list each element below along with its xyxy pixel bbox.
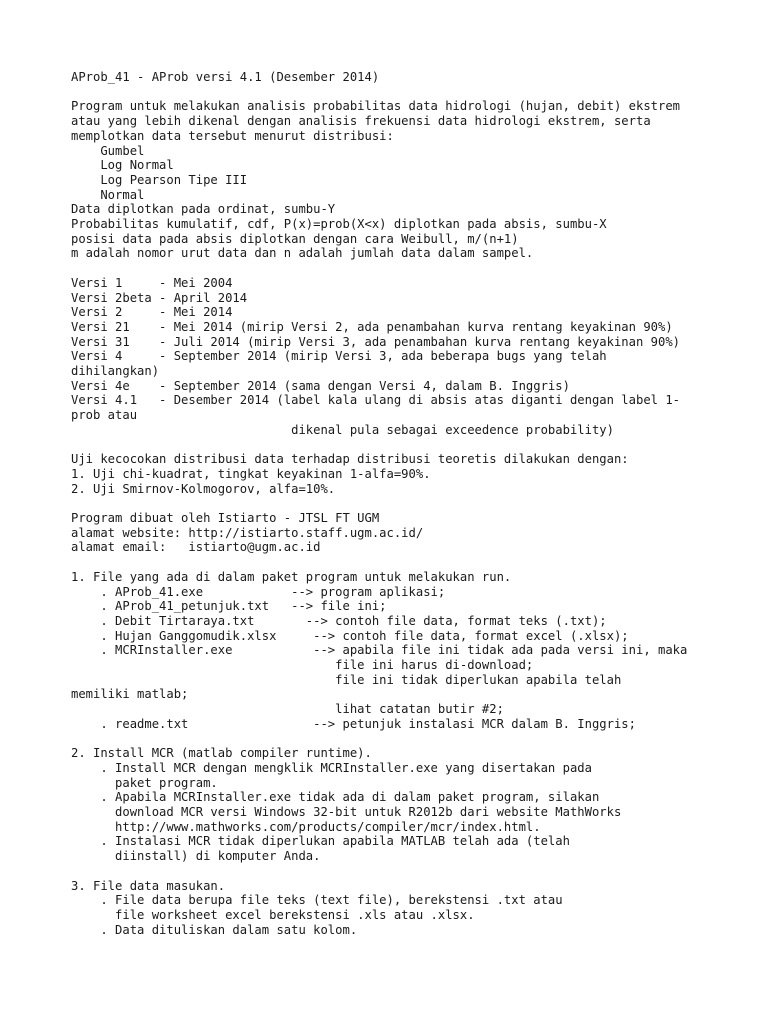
text-line: dikenal pula sebagai exceedence probability) (71, 422, 614, 437)
text-line: . readme.txt --> petunjuk instalasi MCR dalam B. Inggris; (71, 716, 636, 731)
text-line: diinstall) di komputer Anda. (71, 849, 321, 864)
text-line: Program dibuat oleh Istiarto - JTSL FT UGM (71, 511, 380, 526)
text-line: atau yang lebih dikenal dengan analisis frekuensi data hidrologi ekstrem, serta (71, 114, 651, 129)
text-line: . MCRInstaller.exe --> apabila file ini tidak ada pada versi ini, maka (71, 643, 688, 658)
text-line: . Apabila MCRInstaller.exe tidak ada di dalam paket program, silakan (71, 790, 600, 805)
text-line: posisi data pada absis diplotkan dengan cara Weibull, m/(n+1) (71, 231, 519, 246)
text-line: m adalah nomor urut data dan n adalah jumlah data dalam sampel. (71, 246, 534, 261)
text-line: 1. File yang ada di dalam paket program untuk melakukan run. (71, 569, 512, 584)
text-line: Uji kecocokan distribusi data terhadap distribusi teoretis dilakukan dengan: (71, 452, 629, 467)
text-line: . Data dituliskan dalam satu kolom. (71, 922, 358, 937)
text-line: alamat email: istiarto@ugm.ac.id (71, 540, 321, 555)
text-line: Versi 4 - September 2014 (mirip Versi 3, ada beberapa bugs yang telah (71, 349, 607, 364)
text-line: memiliki matlab; (71, 687, 189, 702)
text-line: Normal (71, 187, 145, 202)
text-line (71, 438, 687, 453)
text-line: http://www.mathworks.com/products/compiler/mcr/index.html. (71, 819, 541, 834)
text-line: alamat website: http://istiarto.staff.ugm.ac.id/ (71, 525, 424, 540)
text-line: Log Normal (71, 158, 174, 173)
text-line: . Install MCR dengan mengklik MCRInstaller.exe yang disertakan pada (71, 760, 592, 775)
text-line: Probabilitas kumulatif, cdf, P(x)=prob(X<x) diplotkan pada absis, sumbu-X (71, 217, 607, 232)
text-line (71, 864, 687, 879)
text-line: prob atau (71, 408, 138, 423)
text-line: Gumbel (71, 143, 145, 158)
text-line: . AProb_41_petunjuk.txt --> file ini; (71, 599, 387, 614)
text-line: 3. File data masukan. (71, 878, 226, 893)
document-text (71, 70, 687, 937)
text-line: . File data berupa file teks (text file), berekstensi .txt atau (71, 893, 563, 908)
text-line: file ini tidak diperlukan apabila telah (71, 672, 622, 687)
text-line: . Hujan Ganggomudik.xlsx --> contoh file data, format excel (.xlsx); (71, 628, 629, 643)
text-line: file worksheet excel berekstensi .xls atau .xlsx. (71, 907, 475, 922)
text-line: Program untuk melakukan analisis probabilitas data hidrologi (hujan, debit) ekstrem (71, 99, 681, 114)
text-line: . AProb_41.exe --> program aplikasi; (71, 584, 446, 599)
text-line (71, 555, 687, 570)
text-line: paket program. (71, 775, 218, 790)
text-line (71, 732, 687, 747)
text-line: Versi 2 - Mei 2014 (71, 305, 233, 320)
text-line: 2. Uji Smirnov-Kolmogorov, alfa=10%. (71, 481, 336, 496)
text-line: memplotkan data tersebut menurut distribusi: (71, 128, 394, 143)
text-line: Versi 2beta - April 2014 (71, 290, 248, 305)
text-line: Versi 31 - Juli 2014 (mirip Versi 3, ada penambahan kurva rentang keyakinan 90%) (71, 334, 681, 349)
text-line (71, 85, 687, 100)
text-line: Log Pearson Tipe III (71, 172, 248, 187)
text-line: Versi 1 - Mei 2004 (71, 275, 233, 290)
text-line: 2. Install MCR (matlab compiler runtime). (71, 746, 372, 761)
text-line: Versi 4e - September 2014 (sama dengan Versi 4, dalam B. Inggris) (71, 378, 570, 393)
text-line: download MCR versi Windows 32-bit untuk R2012b dari website MathWorks (71, 805, 622, 820)
text-line: dihilangkan) (71, 364, 160, 379)
text-line: Data diplotkan pada ordinat, sumbu-Y (71, 202, 336, 217)
text-line: . Debit Tirtaraya.txt --> contoh file data, format teks (.txt); (71, 613, 607, 628)
text-line: . Instalasi MCR tidak diperlukan apabila MATLAB telah ada (telah (71, 834, 570, 849)
text-line: AProb_41 - AProb versi 4.1 (Desember 2014) (71, 70, 380, 84)
text-line (71, 496, 687, 511)
text-line: lihat catatan butir #2; (71, 702, 504, 717)
text-line: Versi 21 - Mei 2014 (mirip Versi 2, ada penambahan kurva rentang keyakinan 90%) (71, 319, 673, 334)
text-line: 1. Uji chi-kuadrat, tingkat keyakinan 1-alfa=90%. (71, 466, 431, 481)
text-line: Versi 4.1 - Desember 2014 (label kala ulang di absis atas diganti dengan label 1- (71, 393, 681, 408)
text-line (71, 261, 687, 276)
text-line: file ini harus di-download; (71, 658, 534, 673)
